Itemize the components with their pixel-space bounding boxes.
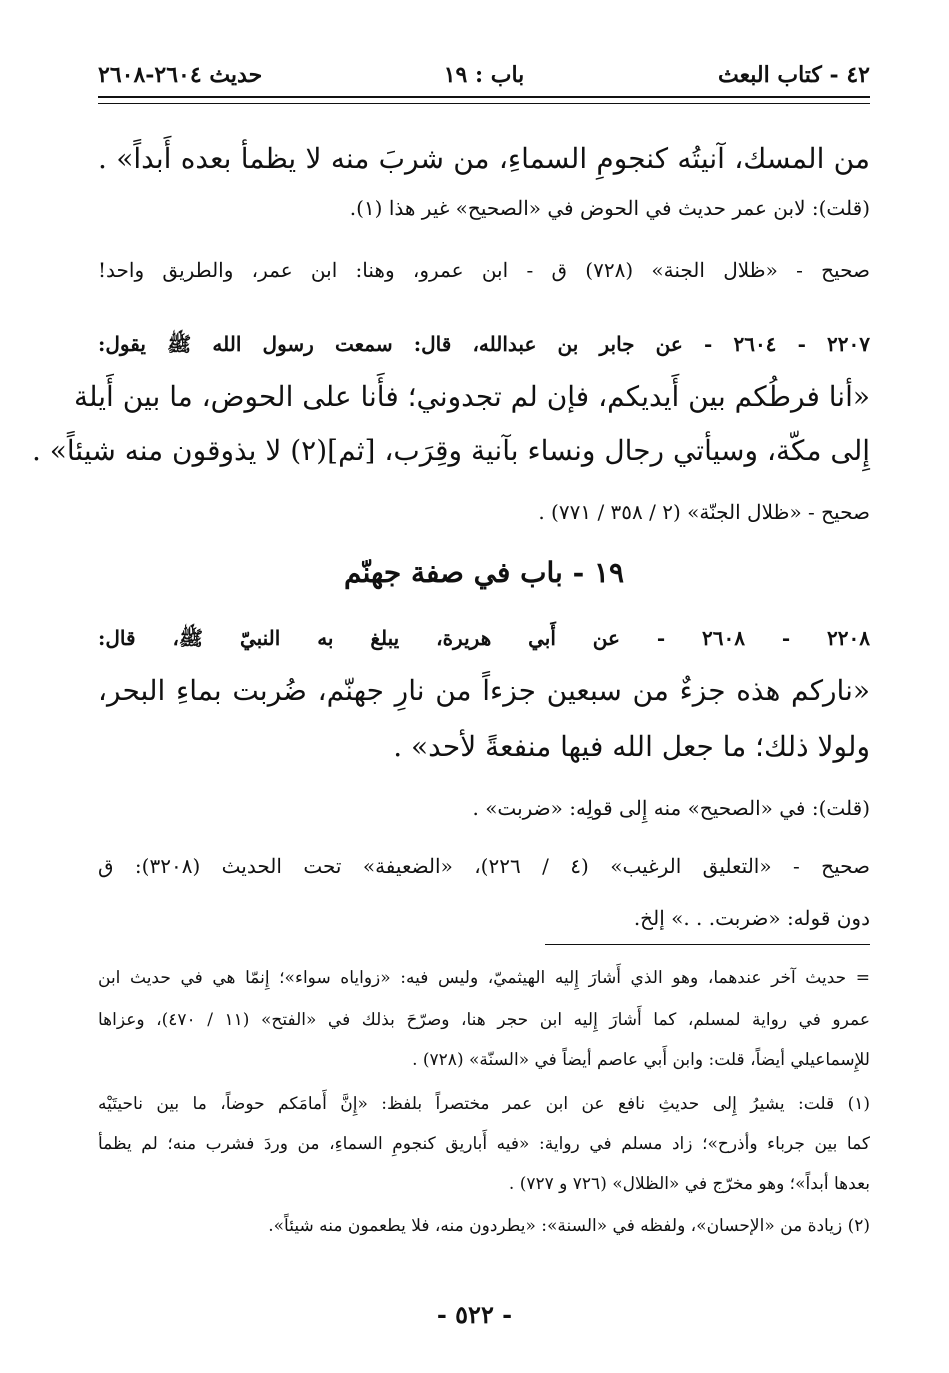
note-line: (قلت): لابن عمر حديث في الحوض في «الصحيح» غير هذا (١).	[349, 196, 870, 220]
running-header	[98, 58, 870, 92]
hadith-text-line: إِلى مكّة، وسيأتي رجال ونساء بآنية وقِرَب، [ثم](٢) لا يذوقون منه شيئاً» .	[31, 434, 870, 467]
footnote-line: كما بين جرباء وأذرح»؛ زاد مسلم في رواية: «فيه أَباريق كنجومِ السماءِ، من وردَ فشرب منه؛ لم يظمأ	[98, 1134, 870, 1154]
header-book-title: ٤٢ - كتاب البعث	[718, 62, 870, 88]
header-chapter: باب : ١٩	[443, 62, 525, 88]
grading-line: صحيح - «ظلال الجنة» (٧٢٨) ق - ابن عمرو، وهنا: ابن عمر، والطريق واحد!	[98, 258, 870, 282]
hadith-number-line: ٢٢٠٧ - ٢٦٠٤ - عن جابر بن عبدالله، قال: سمعت رسول الله ﷺ يقول:	[98, 332, 870, 356]
hadith-text-line: «ناركم هذه جزءٌ من سبعين جزءاً من نارِ جهنّم، ضُربت بماءِ البحر،	[98, 674, 870, 707]
grading-line: صحيح - «ظلال الجنّة» (٢ / ٣٥٨ / ٧٧١) .	[538, 500, 870, 524]
footnote-line: = حديث آخر عندهما، وهو الذي أَشارَ إِليه الهيثميّ، وليس فيه: «زواياه سواء»؛ إِنمّا هي في حديث ابن	[98, 968, 870, 988]
hadith-text-line: «أنا فرطُكم بين أَيديكم، فإن لم تجدوني؛ فأَنا على الحوض، ما بين أَيلة	[73, 380, 870, 413]
footnote-line: للإِسماعيلي أيضاً، قلت: وابن أَبي عاصم أيضاً في «السنّة» (٧٢٨) .	[412, 1050, 870, 1070]
page-number: - ٥٢٢ -	[436, 1300, 513, 1329]
section-heading: ١٩ - باب في صفة جهنّم	[343, 556, 625, 589]
hadith-text-line: من المسك، آنيتُه كنجومِ السماءِ، من شربَ منه لا يظمأ بعده أَبداً» .	[98, 142, 870, 175]
footnote-separator	[545, 944, 870, 945]
footnote-line: (١) قلت: يشيرُ إِلى حديثِ نافع عن ابن عمر مختصراً بلفظ: «إِنَّ أَمامَكم حوضاً، ما بين ناحيتَيْه	[98, 1094, 870, 1114]
grading-line: صحيح - «التعليق الرغيب» (٤ / ٢٢٦)، «الضعيفة» تحت الحديث (٣٢٠٨): ق	[98, 854, 870, 878]
note-line: (قلت): في «الصحيح» منه إِلى قولِه: «ضربت» .	[472, 796, 870, 820]
hadith-number-line: ٢٢٠٨ - ٢٦٠٨ - عن أَبي هريرة، يبلغ به النبيّ ﷺ، قال:	[98, 626, 870, 650]
footnote-line: بعدها أبداً»؛ وهو مخرّج في «الظلال» (٧٢٦ و ٧٢٧) .	[508, 1174, 870, 1194]
header-hadith-range: حديث ٢٦٠٤-٢٦٠٨	[98, 62, 263, 88]
footnote-line: (٢) زيادة من «الإحسان»، ولفظه في «السنة»: «يطردون منه، فلا يطعمون منه شيئاً».	[268, 1216, 870, 1236]
header-rule	[98, 96, 870, 104]
footnote-line: عمرو في رواية لمسلم، كما أَشارَ إِليه ابن حجر هنا، وصرّحَ بذلك في «الفتح» (١١ / ٤٧٠)، وعزاها	[98, 1010, 870, 1030]
hadith-text-line: ولولا ذلك؛ ما جعل الله فيها منفعةً لأحد» .	[393, 730, 870, 763]
grading-line: دون قوله: «ضربت. . .» إلخ.	[633, 906, 870, 930]
